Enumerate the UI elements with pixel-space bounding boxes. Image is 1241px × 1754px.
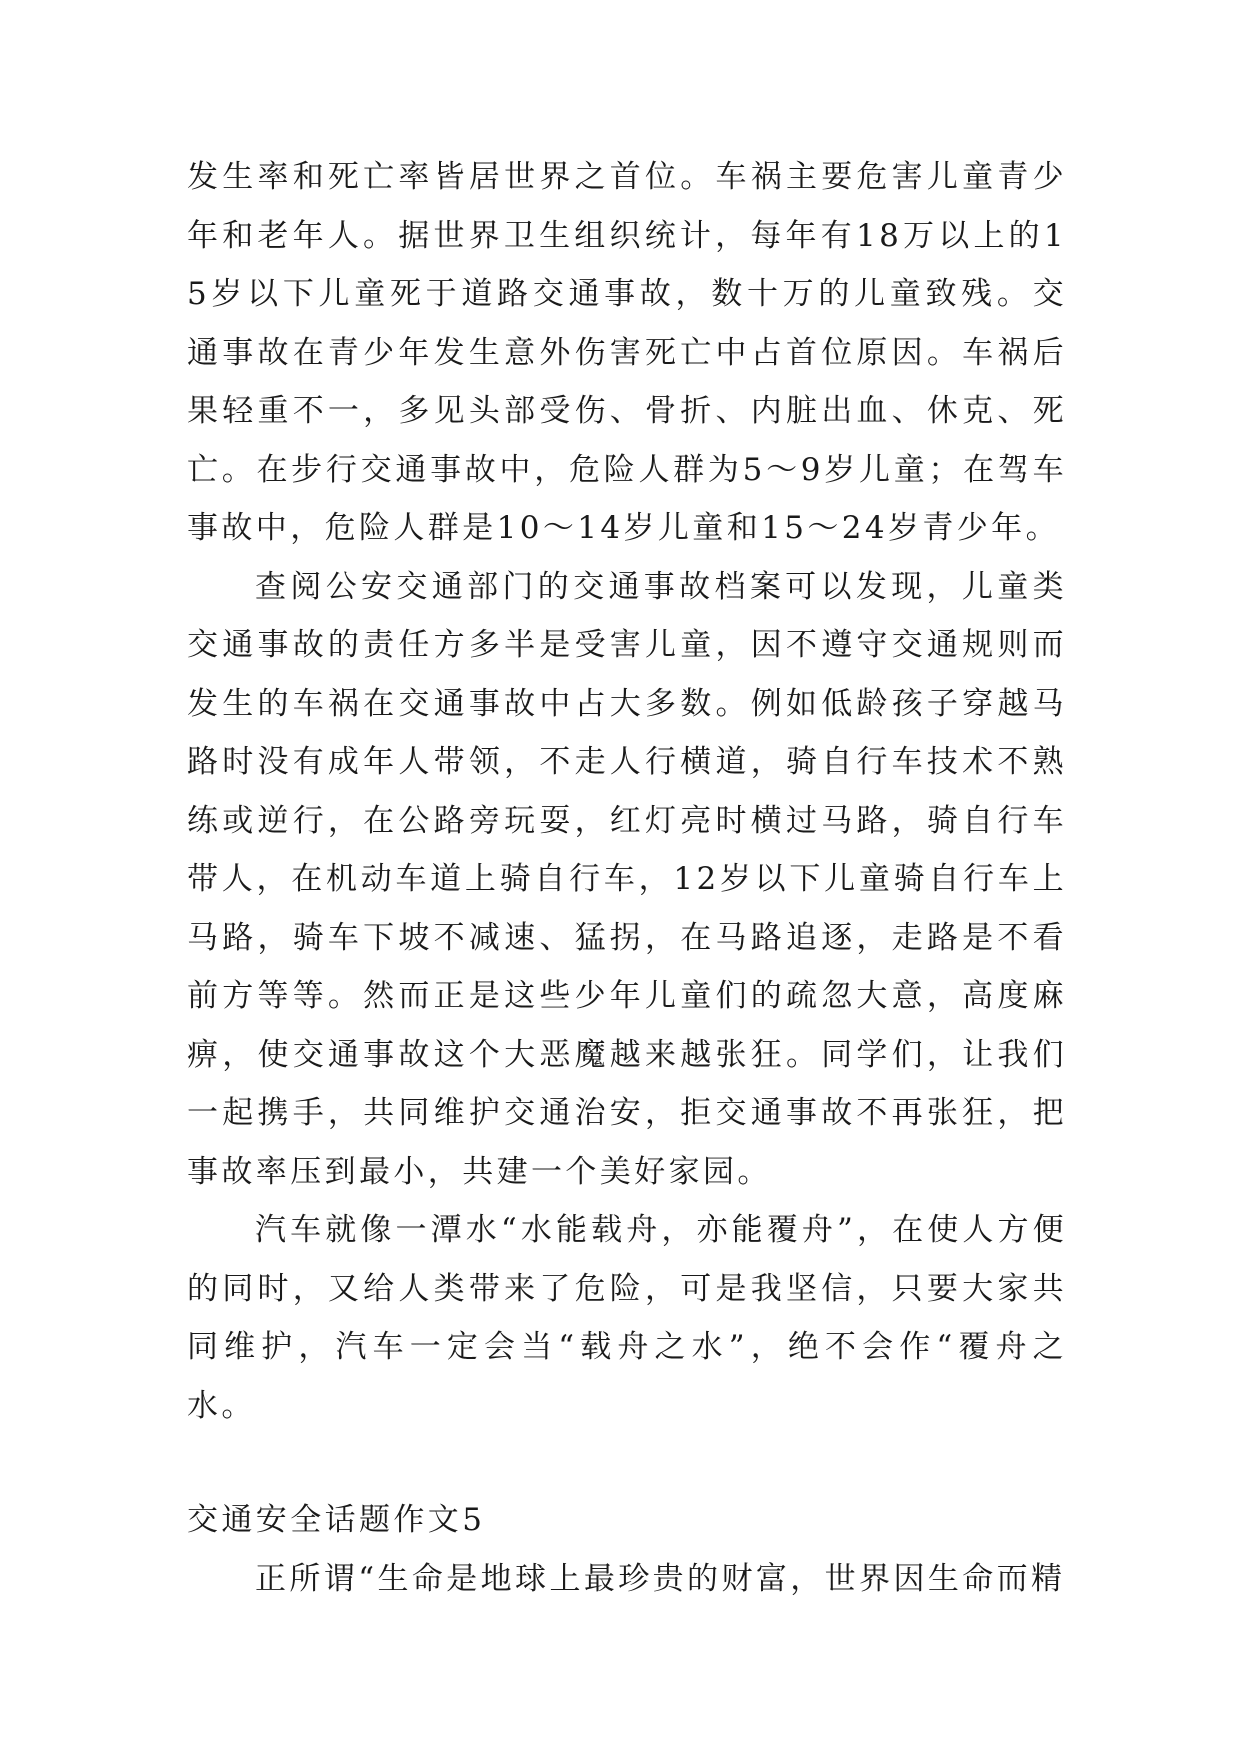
paragraph-1: 发生率和死亡率皆居世界之首位。车祸主要危害儿童青少年和老年人。据世界卫生组织统计，每年有18万以上的15岁以下儿童死于道路交通事故，数十万的儿童致残。交通事故在青少年发生意外伤害死亡中占首位原因。车祸后果轻重不一，多见头部受伤、骨折、内脏出血、休克、死亡。在步行交通事故中，危险人群为5～9岁儿童；在驾车事故中，危险人群是10～14岁儿童和15～24岁青少年。 <box>187 159 1067 546</box>
paragraph-3: 汽车就像一潭水“水能载舟，亦能覆舟”，在使人方便的同时，又给人类带来了危险，可是我坚信，只要大家共同维护，汽车一定会当“载舟之水”，绝不会作“覆舟之水。 <box>187 1212 1067 1424</box>
section-heading: 交通安全话题作文5 <box>187 1502 486 1538</box>
paragraph-4: 正所谓“生命是地球上最珍贵的财富，世界因生命而精 <box>255 1560 1066 1597</box>
paragraph-2: 查阅公安交通部门的交通事故档案可以发现，儿童类交通事故的责任方多半是受害儿童，因不遵守交通规则而发生的车祸在交通事故中占大多数。例如低龄孩子穿越马路时没有成年人带领，不走人行横道，骑自行车技术不熟练或逆行，在公路旁玩耍，红灯亮时横过马路，骑自行车带人，在机动车道上骑自行车，12岁以下儿童骑自行车上马路，骑车下坡不减速、猛拐，在马路追逐，走路是不看前方等等。然而正是这些少年儿童们的疏忽大意，高度麻痹，使交通事故这个大恶魔越来越张狂。同学们，让我们一起携手，共同维护交通治安，拒交通事故不再张狂，把事故率压到最小，共建一个美好家园。 <box>187 568 1067 1190</box>
document-page <box>187 148 1067 1608</box>
